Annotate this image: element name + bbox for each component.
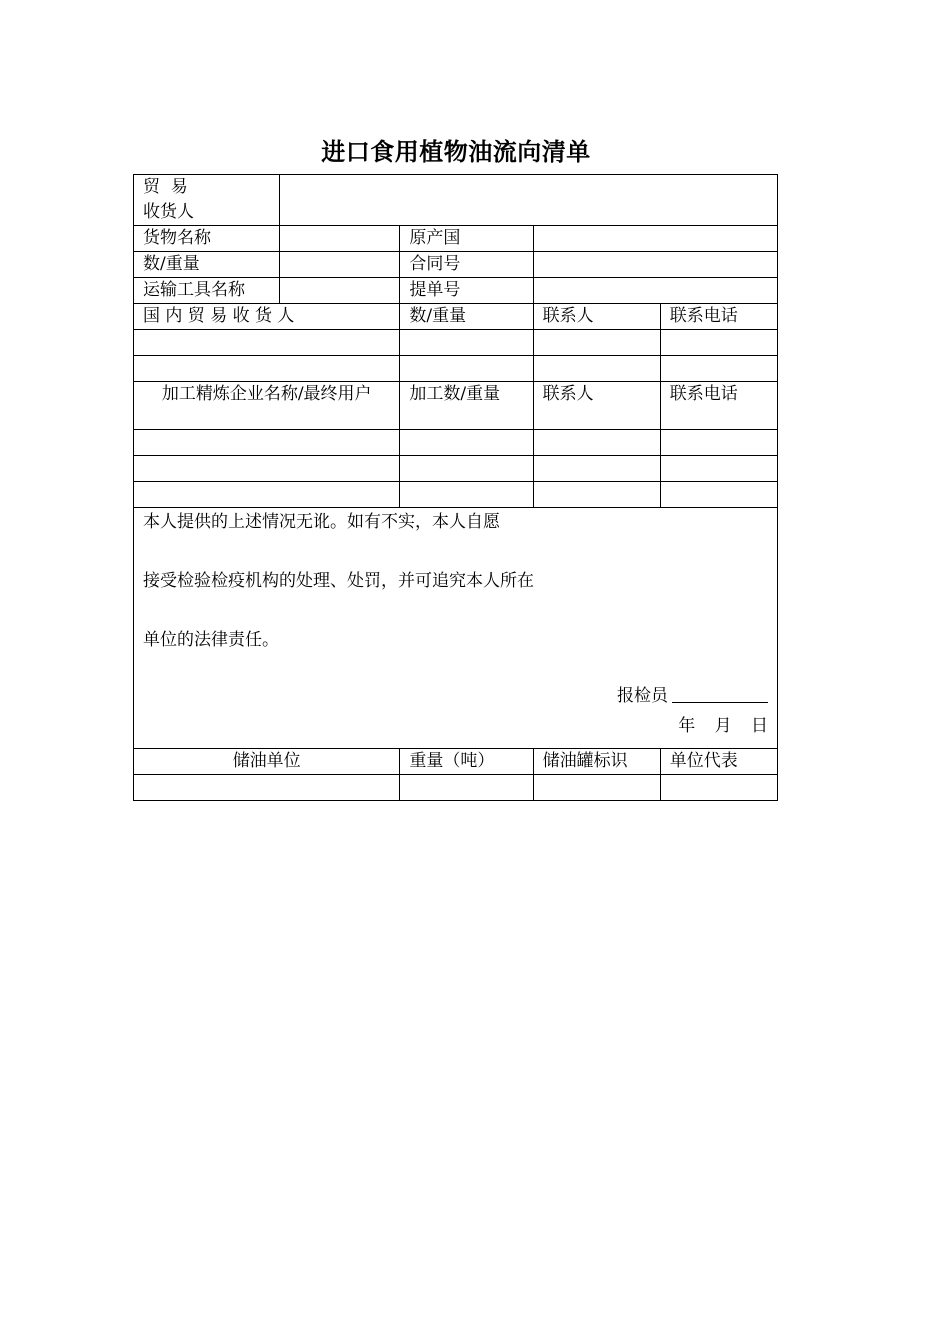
goods-name-label: 货物名称: [134, 226, 280, 252]
contract-no-label: 合同号: [400, 252, 533, 278]
processing-phone-cell[interactable]: [660, 456, 777, 482]
processing-quantity-cell[interactable]: [400, 482, 533, 508]
processing-phone-cell[interactable]: [660, 482, 777, 508]
trade-consignee-label-line1: 贸 易: [143, 177, 188, 197]
domestic-phone-cell[interactable]: [660, 356, 777, 382]
storage-weight-header: 重量（吨）: [400, 749, 533, 775]
processing-header-row: [134, 382, 778, 430]
transport-name-label: 运输工具名称: [134, 278, 280, 304]
processing-phone-cell[interactable]: [660, 430, 777, 456]
domestic-phone-cell[interactable]: [660, 330, 777, 356]
date-line: [143, 711, 768, 741]
trade-consignee-row: [134, 175, 778, 226]
date-year-label: 年: [678, 716, 696, 736]
origin-country-label: 原产国: [400, 226, 533, 252]
goods-name-row: [134, 226, 778, 252]
processing-contact-cell[interactable]: [533, 430, 660, 456]
domestic-contact-cell[interactable]: [533, 330, 660, 356]
goods-name-value[interactable]: [280, 226, 400, 252]
trade-consignee-label-line2: 收货人: [143, 202, 194, 222]
processing-contact-cell[interactable]: [533, 456, 660, 482]
inspector-signature-field[interactable]: [672, 684, 768, 703]
quantity-weight-label: 数/重量: [134, 252, 280, 278]
domestic-consignee-cell[interactable]: [134, 356, 400, 382]
domestic-phone-header: 联系电话: [660, 304, 777, 330]
page-title: 进口食用植物油流向清单: [321, 138, 591, 166]
processing-contact-header: 联系人: [533, 382, 660, 430]
quantity-weight-value[interactable]: [280, 252, 400, 278]
processing-enterprise-header: 加工精炼企业名称/最终用户: [134, 382, 400, 430]
processing-enterprise-cell[interactable]: [134, 456, 400, 482]
processing-entry-row: [134, 430, 778, 456]
bill-of-lading-value[interactable]: [533, 278, 777, 304]
inspector-signature: [143, 681, 768, 711]
domestic-header-row: [134, 304, 778, 330]
storage-unit-header: 储油单位: [134, 749, 400, 775]
storage-representative-header: 单位代表: [660, 749, 777, 775]
processing-quantity-cell[interactable]: [400, 430, 533, 456]
processing-enterprise-cell[interactable]: [134, 482, 400, 508]
transport-name-value[interactable]: [280, 278, 400, 304]
domestic-entry-row: [134, 356, 778, 382]
domestic-consignee-header: 国 内 贸 易 收 货 人: [134, 304, 400, 330]
processing-entry-row: [134, 482, 778, 508]
date-day-label: 日: [751, 716, 768, 736]
storage-weight-cell[interactable]: [400, 775, 533, 801]
storage-tank-header: 储油罐标识: [533, 749, 660, 775]
quantity-row: [134, 252, 778, 278]
processing-quantity-header: 加工数/重量: [400, 382, 533, 430]
contract-no-value[interactable]: [533, 252, 777, 278]
processing-contact-cell[interactable]: [533, 482, 660, 508]
date-month-label: 月: [714, 716, 732, 736]
processing-entry-row: [134, 456, 778, 482]
domestic-contact-header: 联系人: [533, 304, 660, 330]
inspector-label: 报检员: [617, 686, 668, 706]
transport-row: [134, 278, 778, 304]
domestic-quantity-cell[interactable]: [400, 330, 533, 356]
trade-consignee-value[interactable]: [280, 175, 778, 226]
storage-tank-cell[interactable]: [533, 775, 660, 801]
domestic-quantity-header: 数/重量: [400, 304, 533, 330]
domestic-entry-row: [134, 330, 778, 356]
trade-consignee-label: [134, 175, 280, 226]
processing-quantity-cell[interactable]: [400, 456, 533, 482]
storage-representative-cell[interactable]: [660, 775, 777, 801]
declaration-line-3: 单位的法律责任。: [143, 630, 279, 650]
processing-phone-header: 联系电话: [660, 382, 777, 430]
origin-country-value[interactable]: [533, 226, 777, 252]
domestic-contact-cell[interactable]: [533, 356, 660, 382]
storage-entry-row: [134, 775, 778, 801]
declaration-line-2: 接受检验检疫机构的处理、处罚，并可追究本人所在: [143, 571, 534, 591]
processing-enterprise-cell[interactable]: [134, 430, 400, 456]
declaration-line-1: 本人提供的上述情况无讹。如有不实，本人自愿: [143, 512, 500, 532]
storage-header-row: [134, 749, 778, 775]
declaration-row: [134, 508, 778, 749]
domestic-consignee-cell[interactable]: [134, 330, 400, 356]
declaration-cell: [134, 508, 778, 749]
domestic-quantity-cell[interactable]: [400, 356, 533, 382]
flow-list-form: [133, 174, 778, 801]
bill-of-lading-label: 提单号: [400, 278, 533, 304]
storage-unit-cell[interactable]: [134, 775, 400, 801]
